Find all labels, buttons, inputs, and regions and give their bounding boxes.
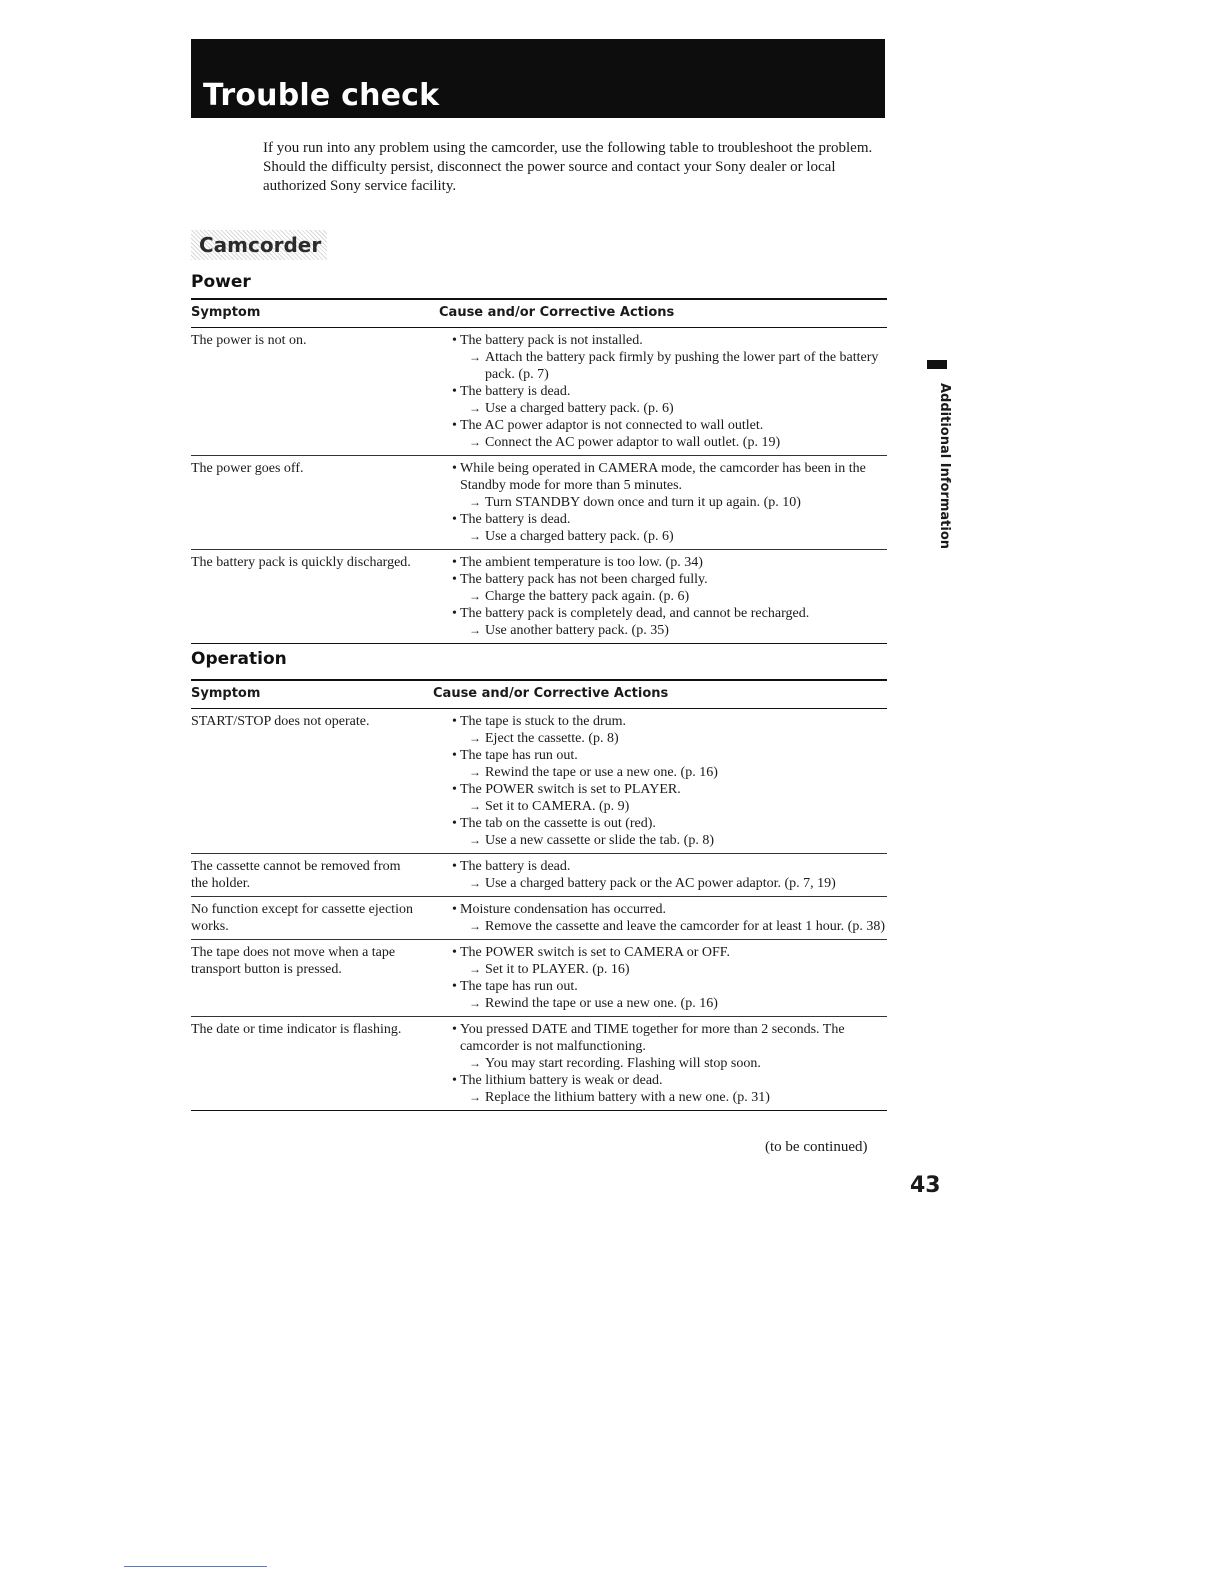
corrective-action: → Charge the battery pack again. (p. 6) — [452, 588, 887, 605]
table-body — [191, 709, 887, 1111]
cause-item: • The tape has run out. — [452, 747, 887, 764]
corrective-action: → Turn STANDBY down once and turn it up again. (p. 10) — [452, 494, 887, 511]
cause-item: • The battery is dead. — [452, 511, 887, 528]
corrective-action: → Connect the AC power adaptor to wall outlet. (p. 19) — [452, 434, 887, 451]
cause-item: • The battery pack is completely dead, and cannot be recharged. — [452, 605, 887, 622]
corrective-action: → Use a charged battery pack. (p. 6) — [452, 528, 887, 545]
corrective-action: → Remove the cassette and leave the camcorder for at least 1 hour. (p. 38) — [452, 918, 887, 935]
cause-item: • The battery pack is not installed. — [452, 332, 887, 349]
corrective-action: → Eject the cassette. (p. 8) — [452, 730, 887, 747]
table-row — [191, 897, 887, 940]
cause-item: • Moisture condensation has occurred. — [452, 901, 887, 918]
table-header — [191, 679, 887, 709]
cause-cell — [452, 854, 887, 896]
corrective-action: → Rewind the tape or use a new one. (p. 16) — [452, 995, 887, 1012]
cause-column-header: Cause and/or Corrective Actions — [439, 305, 675, 320]
footer-rule — [124, 1566, 267, 1567]
cause-item: • The battery is dead. — [452, 383, 887, 400]
corrective-action: → Use a charged battery pack. (p. 6) — [452, 400, 887, 417]
cause-item: • The tab on the cassette is out (red). — [452, 815, 887, 832]
page-number: 43 — [910, 1173, 941, 1198]
table-row — [191, 709, 887, 854]
side-tab-marker — [927, 360, 947, 369]
corrective-action: → Use another battery pack. (p. 35) — [452, 622, 887, 639]
symptom-cell: No function except for cassette ejection works. — [191, 902, 413, 934]
intro — [263, 139, 893, 196]
cause-cell — [452, 328, 887, 455]
page-title: Trouble check — [203, 78, 440, 113]
cause-column-header: Cause and/or Corrective Actions — [433, 686, 669, 701]
cause-cell — [452, 456, 887, 549]
intro-paragraph: If you run into any problem using the camcorder, use the following table to troubleshoot the problem. — [263, 140, 873, 156]
cause-item: • The battery pack has not been charged fully. — [452, 571, 887, 588]
cause-item: • The ambient temperature is too low. (p. 34) — [452, 554, 887, 571]
cause-cell — [452, 1017, 887, 1110]
cause-item: • The tape has run out. — [452, 978, 887, 995]
cause-cell — [452, 709, 887, 853]
symptom-cell: START/STOP does not operate. — [191, 714, 370, 729]
cause-cell — [452, 940, 887, 1016]
cause-item: • The POWER switch is set to CAMERA or OFF. — [452, 944, 887, 961]
symptom-cell: The battery pack is quickly discharged. — [191, 555, 411, 570]
table-row — [191, 1017, 887, 1111]
cause-item: • You pressed DATE and TIME together for more than 2 seconds. The camcorder is not malfunctioning. — [452, 1021, 887, 1055]
table-row — [191, 940, 887, 1017]
corrective-action: → Use a new cassette or slide the tab. (p. 8) — [452, 832, 887, 849]
symptom-cell: The date or time indicator is flashing. — [191, 1022, 402, 1037]
table-header — [191, 298, 887, 328]
corrective-action: → Replace the lithium battery with a new one. (p. 31) — [452, 1089, 887, 1106]
table-body — [191, 328, 887, 644]
cause-item: • The POWER switch is set to PLAYER. — [452, 781, 887, 798]
cause-cell — [452, 897, 887, 939]
table-row — [191, 550, 887, 644]
cause-item: • The lithium battery is weak or dead. — [452, 1072, 887, 1089]
side-tab-label: Additional Information — [937, 383, 952, 550]
cause-item: • The AC power adaptor is not connected to wall outlet. — [452, 417, 887, 434]
continued-note: (to be continued) — [765, 1139, 868, 1155]
cause-cell — [452, 550, 887, 643]
side-tab — [936, 383, 952, 550]
symptom-cell: The power is not on. — [191, 333, 307, 348]
power-heading: Power — [191, 272, 251, 292]
power-table — [191, 298, 887, 644]
symptom-cell: The tape does not move when a tape transport button is pressed. — [191, 945, 396, 977]
symptom-cell: The power goes off. — [191, 461, 304, 476]
intro-paragraph: Should the difficulty persist, disconnect the power source and contact your Sony dealer or local authorized Sony service facility. — [263, 159, 836, 194]
table-row — [191, 328, 887, 456]
cause-item: • The tape is stuck to the drum. — [452, 713, 887, 730]
corrective-action: → You may start recording. Flashing will stop soon. — [452, 1055, 887, 1072]
cause-item: • The battery is dead. — [452, 858, 887, 875]
symptom-column-header: Symptom — [191, 305, 261, 320]
corrective-action: → Set it to CAMERA. (p. 9) — [452, 798, 887, 815]
symptom-column-header: Symptom — [191, 686, 261, 701]
cause-item: • While being operated in CAMERA mode, the camcorder has been in the Standby mode for more than 5 minutes. — [452, 460, 887, 494]
corrective-action: → Attach the battery pack firmly by pushing the lower part of the battery pack. (p. 7) — [452, 349, 887, 383]
table-row — [191, 854, 887, 897]
section-heading: Camcorder — [191, 230, 327, 260]
table-row — [191, 456, 887, 550]
corrective-action: → Set it to PLAYER. (p. 16) — [452, 961, 887, 978]
title-bar — [191, 39, 885, 118]
operation-heading: Operation — [191, 649, 287, 669]
symptom-cell: The cassette cannot be removed from the holder. — [191, 859, 401, 891]
corrective-action: → Use a charged battery pack or the AC power adaptor. (p. 7, 19) — [452, 875, 887, 892]
corrective-action: → Rewind the tape or use a new one. (p. 16) — [452, 764, 887, 781]
operation-table — [191, 679, 887, 1111]
